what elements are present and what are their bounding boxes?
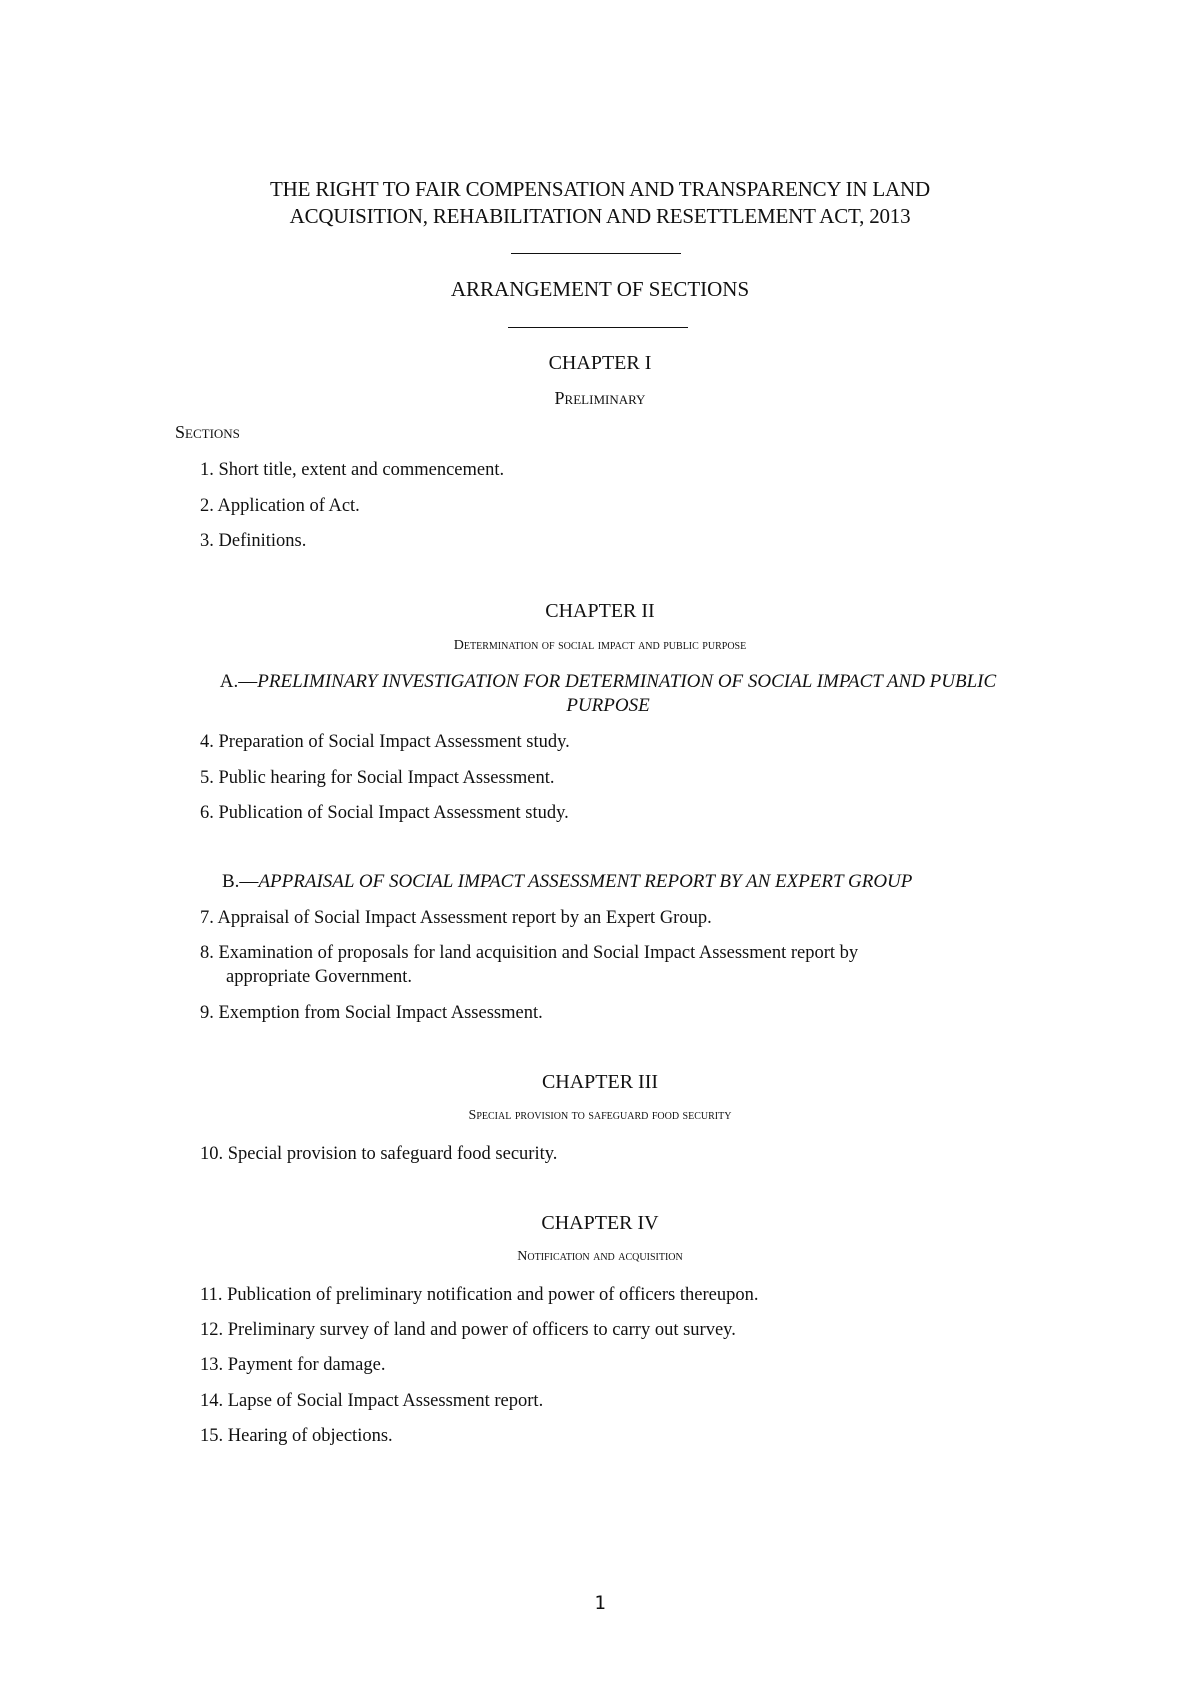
chapter-2-heading: CHAPTER II bbox=[545, 600, 655, 622]
section-item-12: 12. Preliminary survey of land and power of officers to carry out survey. bbox=[200, 1320, 736, 1340]
title-divider bbox=[511, 253, 681, 254]
part-b-prefix: B.— bbox=[222, 871, 259, 892]
chapter-4-subtitle: Notification and acquisition bbox=[517, 1249, 683, 1264]
section-item-3: 3. Definitions. bbox=[200, 531, 307, 551]
chapter-3-subtitle: Special provision to safeguard food security bbox=[468, 1108, 732, 1123]
sections-label: Sections bbox=[175, 422, 240, 442]
part-a-heading-line-1 bbox=[178, 670, 1038, 694]
act-title bbox=[0, 176, 1200, 230]
chapter-1-subtitle: Preliminary bbox=[554, 388, 646, 408]
chapter-2-subtitle: Determination of social impact and public purpose bbox=[453, 638, 747, 653]
part-b-title: APPRAISAL OF SOCIAL IMPACT ASSESSMENT REPORT BY AN EXPERT GROUP bbox=[258, 871, 913, 892]
section-item-8 bbox=[200, 941, 980, 989]
section-item-14: 14. Lapse of Social Impact Assessment report. bbox=[200, 1391, 544, 1411]
part-a-heading bbox=[178, 670, 1038, 718]
part-b-heading bbox=[222, 870, 1022, 894]
section-item-10: 10. Special provision to safeguard food security. bbox=[200, 1144, 558, 1164]
section-item-7: 7. Appraisal of Social Impact Assessment report by an Expert Group. bbox=[200, 908, 712, 928]
act-title-line-1: THE RIGHT TO FAIR COMPENSATION AND TRANSPARENCY IN LAND bbox=[270, 177, 930, 201]
chapter-4-heading: CHAPTER IV bbox=[541, 1212, 659, 1234]
section-item-8-line-2: appropriate Government. bbox=[226, 967, 412, 987]
part-a-prefix: A.— bbox=[219, 671, 258, 692]
arrangement-divider bbox=[508, 327, 688, 328]
arrangement-heading: ARRANGEMENT OF SECTIONS bbox=[450, 277, 750, 301]
chapter-3-heading: CHAPTER III bbox=[541, 1071, 659, 1093]
section-item-4: 4. Preparation of Social Impact Assessment study. bbox=[200, 732, 570, 752]
act-title-line-2: ACQUISITION, REHABILITATION AND RESETTLEMENT ACT, 2013 bbox=[289, 204, 911, 228]
section-item-11: 11. Publication of preliminary notification and power of officers thereupon. bbox=[200, 1285, 759, 1305]
part-a-title-line-1: PRELIMINARY INVESTIGATION FOR DETERMINATION OF SOCIAL IMPACT AND PUBLIC bbox=[257, 671, 997, 692]
section-item-13: 13. Payment for damage. bbox=[200, 1355, 386, 1375]
section-item-2: 2. Application of Act. bbox=[200, 496, 360, 516]
part-a-heading-line-2: PURPOSE bbox=[566, 695, 650, 716]
section-item-15: 15. Hearing of objections. bbox=[200, 1426, 393, 1446]
page-number: 1 bbox=[594, 1592, 606, 1614]
chapter-1-heading: CHAPTER I bbox=[548, 352, 652, 374]
section-item-9: 9. Exemption from Social Impact Assessment. bbox=[200, 1003, 543, 1023]
section-item-1: 1. Short title, extent and commencement. bbox=[200, 460, 505, 480]
section-item-8-line-1: 8. Examination of proposals for land acquisition and Social Impact Assessment report by bbox=[200, 943, 859, 963]
section-item-6: 6. Publication of Social Impact Assessment study. bbox=[200, 803, 569, 823]
section-item-5: 5. Public hearing for Social Impact Assessment. bbox=[200, 768, 555, 788]
